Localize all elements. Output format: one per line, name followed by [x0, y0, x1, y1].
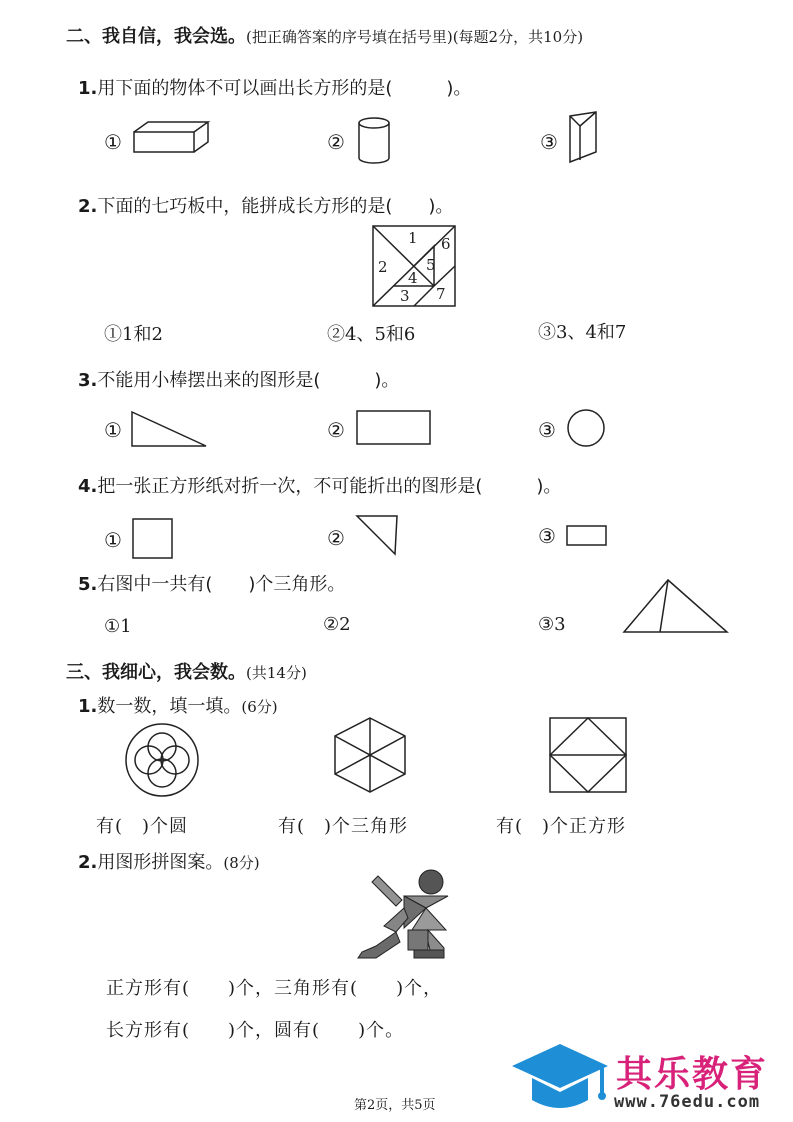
q5-option-1: ①1	[104, 616, 132, 637]
question-2-number: 2.	[78, 196, 98, 217]
q3-option-3-marker: ③	[538, 418, 556, 442]
question-4-number: 4.	[78, 476, 98, 497]
tangram-label: 3	[400, 287, 410, 305]
q2-option-3: ③3、4和7	[538, 322, 627, 343]
question-4	[78, 472, 561, 498]
watermark-title: 其乐教育	[616, 1054, 769, 1095]
section-2-note: (把正确答案的序号填在括号里)(每题2分，共10分)	[246, 28, 584, 46]
graduation-cap-icon	[508, 1040, 612, 1116]
question-3-text: 不能用小棒摆出来的图形是( )。	[97, 370, 400, 391]
hexagon-figure	[332, 716, 408, 794]
s3-question-2-number: 2.	[78, 852, 98, 873]
question-1-text: 用下面的物体不可以画出长方形的是( )。	[97, 78, 472, 99]
question-1-number: 1.	[78, 78, 98, 99]
q2-option-2: ②4、5和6	[327, 324, 416, 345]
tangram-label: 7	[436, 285, 446, 303]
count-circles-blank: 有( )个圆	[96, 816, 189, 837]
question-1	[78, 74, 471, 100]
s3-question-2-text: 用图形拼图案。	[97, 852, 224, 873]
tangram-label: 4	[408, 269, 418, 287]
question-4-text: 把一张正方形纸对折一次，不可能折出的图形是( )。	[97, 476, 562, 497]
small-rectangle-figure	[566, 525, 608, 547]
s3-question-2	[78, 848, 260, 874]
watermark-url: www.76edu.com	[614, 1092, 761, 1112]
q4-option-2-marker: ②	[327, 526, 345, 550]
q4-option-3-marker: ③	[538, 524, 556, 548]
q5-option-2: ②2	[323, 614, 351, 635]
tangram-figure-person	[356, 868, 458, 962]
count-squares-blank: 有( )个正方形	[496, 816, 627, 837]
circles-figure	[124, 722, 200, 798]
q1-option-2-marker: ②	[327, 130, 345, 154]
q1-option-3-marker: ③	[540, 130, 558, 154]
section-3-note: (共14分)	[246, 664, 307, 682]
q5-option-3: ③3	[538, 614, 566, 635]
q1-option-1-marker: ①	[104, 130, 122, 154]
s3-question-1-note: (6分)	[241, 698, 278, 716]
question-5-number: 5.	[78, 574, 98, 595]
section-3-heading	[66, 658, 307, 684]
section-3-title: 三、我细心，我会数。	[66, 662, 246, 683]
s3-question-1	[78, 692, 278, 718]
s3-question-1-text: 数一数，填一填。	[97, 696, 242, 717]
question-3-number: 3.	[78, 370, 98, 391]
question-5	[78, 570, 345, 596]
s3-question-1-number: 1.	[78, 696, 98, 717]
circle-figure	[566, 408, 606, 448]
tangram-label: 5	[426, 256, 436, 274]
count-shapes-line-1: 正方形有( )个，三角形有( )个，	[106, 978, 443, 999]
question-3	[78, 366, 399, 392]
rectangle-figure	[356, 410, 432, 446]
cylinder-figure	[357, 116, 393, 166]
tangram-label: 6	[441, 235, 451, 253]
square-grid-figure	[548, 716, 628, 794]
right-triangle-figure	[130, 410, 210, 450]
tangram-label: 1	[408, 229, 418, 247]
question-2	[78, 192, 453, 218]
s3-question-2-note: (8分)	[223, 854, 260, 872]
triangle-figure	[355, 514, 399, 556]
cuboid-figure	[132, 120, 212, 156]
count-shapes-line-2: 长方形有( )个，圆有( )个。	[106, 1020, 405, 1041]
q3-option-2-marker: ②	[327, 418, 345, 442]
section-2-title: 二、我自信，我会选。	[66, 26, 246, 47]
q2-option-1: ①1和2	[104, 324, 163, 345]
triangular-prism-figure	[566, 110, 602, 168]
question-5-text: 右图中一共有( )个三角形。	[97, 574, 346, 595]
question-2-text: 下面的七巧板中，能拼成长方形的是( )。	[97, 196, 454, 217]
count-triangles-blank: 有( )个三角形	[278, 816, 409, 837]
tangram-figure	[372, 225, 456, 307]
page-footer: 第2页，共5页	[354, 1098, 436, 1113]
q4-option-1-marker: ①	[104, 528, 122, 552]
q3-option-1-marker: ①	[104, 418, 122, 442]
square-figure	[132, 518, 174, 560]
split-triangle-figure	[622, 577, 730, 635]
tangram-label: 2	[378, 258, 388, 276]
section-2-heading	[66, 22, 583, 48]
